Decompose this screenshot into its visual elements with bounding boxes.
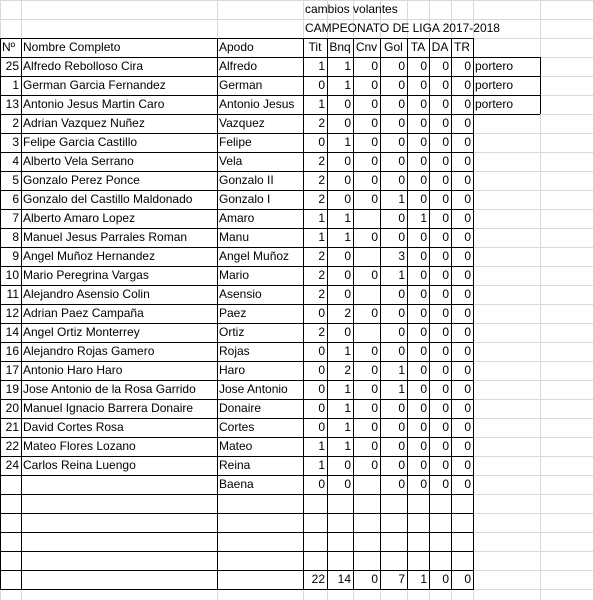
cell-apodo[interactable]: Manu — [219, 230, 250, 244]
header-gol: Gol — [384, 40, 403, 54]
cell-ta[interactable]: 0 — [420, 439, 427, 453]
cell-n[interactable]: 3 — [12, 135, 19, 149]
cell-cnv[interactable] — [353, 247, 380, 266]
cell-ta[interactable]: 0 — [420, 268, 427, 282]
cell-ta[interactable]: 0 — [420, 230, 427, 244]
cell-n[interactable]: 8 — [12, 230, 19, 244]
cell-da[interactable]: 0 — [442, 268, 449, 282]
cell-tr[interactable]: 0 — [464, 59, 471, 73]
cell-name[interactable]: Adrian Paez Campaña — [23, 306, 144, 320]
cell-cnv[interactable]: 0 — [371, 135, 378, 149]
cell-apodo[interactable]: Mateo — [219, 439, 253, 453]
cell-note[interactable] — [473, 152, 540, 171]
cell-tit[interactable]: 1 — [318, 97, 325, 111]
cell-tr[interactable]: 0 — [464, 420, 471, 434]
cell-da[interactable]: 0 — [442, 306, 449, 320]
header-tit: Tit — [308, 40, 322, 54]
cell-note[interactable] — [473, 190, 540, 209]
cell-tr[interactable]: 0 — [464, 154, 471, 168]
cell-n[interactable] — [0, 475, 21, 494]
cell-n[interactable]: 6 — [12, 192, 19, 206]
cell-gol[interactable]: 1 — [398, 268, 405, 282]
cell-cnv[interactable]: 0 — [371, 420, 378, 434]
cell-note[interactable] — [473, 133, 540, 152]
cell-da[interactable]: 0 — [442, 344, 449, 358]
cell-apodo[interactable]: Donaire — [219, 401, 262, 415]
cell-tr[interactable]: 0 — [464, 135, 471, 149]
cell-tit[interactable]: 0 — [318, 78, 325, 92]
total-tit[interactable]: 22 — [311, 572, 325, 586]
cell-cnv[interactable]: 0 — [371, 363, 378, 377]
cell-bnq[interactable]: 0 — [344, 287, 351, 301]
cell-bnq[interactable]: 1 — [344, 439, 351, 453]
cell-cnv[interactable]: 0 — [371, 344, 378, 358]
cell-gol[interactable]: 0 — [398, 230, 405, 244]
cell-name[interactable]: Felipe Garcia Castillo — [23, 135, 138, 149]
cell-gol[interactable]: 0 — [398, 59, 405, 73]
header-full-name: Nombre Completo — [23, 40, 121, 54]
header-bnq: Bnq — [329, 40, 351, 54]
total-bnq[interactable]: 14 — [337, 572, 351, 586]
cell-tit[interactable]: 0 — [318, 382, 325, 396]
cell-gol[interactable]: 0 — [398, 306, 405, 320]
cell-da[interactable]: 0 — [442, 439, 449, 453]
cell-apodo[interactable]: Vazquez — [219, 116, 265, 130]
note-border-v — [540, 57, 541, 114]
cell-apodo[interactable]: Cortes — [219, 420, 255, 434]
cell-cnv[interactable] — [353, 209, 380, 228]
cell-name[interactable]: Alberto Vela Serrano — [23, 154, 134, 168]
cell-apodo[interactable]: Haro — [219, 363, 246, 377]
cell-name[interactable]: Jose Antonio de la Rosa Garrido — [23, 382, 196, 396]
cell-note[interactable]: portero — [475, 78, 514, 92]
cell-tit[interactable]: 0 — [318, 135, 325, 149]
cell-name[interactable]: Gonzalo del Castillo Maldonado — [23, 192, 193, 206]
cell-bnq[interactable]: 2 — [344, 363, 351, 377]
cell-ta[interactable]: 0 — [420, 249, 427, 263]
cell-bnq[interactable]: 1 — [344, 420, 351, 434]
cell-border-h — [0, 551, 473, 552]
cell-tr[interactable]: 0 — [464, 458, 471, 472]
cell-cnv[interactable]: 0 — [371, 306, 378, 320]
cell-n[interactable]: 20 — [5, 401, 19, 415]
cell-apodo[interactable]: Angel Muñoz — [219, 249, 290, 263]
cell-da[interactable]: 0 — [442, 382, 449, 396]
cell-n[interactable]: 21 — [5, 420, 19, 434]
cell-apodo[interactable]: Ortiz — [219, 325, 245, 339]
cell-note[interactable] — [473, 285, 540, 304]
cell-ta[interactable]: 0 — [420, 154, 427, 168]
cell-bnq[interactable]: 1 — [344, 401, 351, 415]
cell-gol[interactable]: 0 — [398, 173, 405, 187]
total-gol[interactable]: 7 — [398, 572, 405, 586]
total-cnv[interactable]: 0 — [371, 572, 378, 586]
cell-apodo[interactable]: Antonio Jesus — [219, 97, 295, 111]
cell-tr[interactable]: 0 — [464, 249, 471, 263]
cell-tr[interactable]: 0 — [464, 363, 471, 377]
cell-bnq[interactable]: 1 — [344, 344, 351, 358]
cell-bnq[interactable]: 0 — [344, 154, 351, 168]
total-da[interactable]: 0 — [442, 572, 449, 586]
cell-cnv[interactable]: 0 — [371, 78, 378, 92]
cell-note[interactable] — [473, 380, 540, 399]
cell-ta[interactable]: 0 — [420, 306, 427, 320]
cell-tr[interactable]: 0 — [464, 477, 471, 491]
cell-note[interactable]: portero — [475, 59, 514, 73]
cell-da[interactable]: 0 — [442, 97, 449, 111]
cell-da[interactable]: 0 — [442, 192, 449, 206]
cell-n[interactable]: 19 — [5, 382, 19, 396]
cell-gol[interactable]: 0 — [398, 325, 405, 339]
cell-bnq[interactable]: 1 — [344, 230, 351, 244]
cell-da[interactable]: 0 — [442, 401, 449, 415]
cell-ta[interactable]: 0 — [420, 363, 427, 377]
cell-name[interactable]: German Garcia Fernandez — [23, 78, 166, 92]
cell-border-h — [0, 589, 473, 590]
cell-ta[interactable]: 0 — [420, 135, 427, 149]
cell-tit[interactable]: 0 — [318, 306, 325, 320]
cell-ta[interactable]: 0 — [420, 97, 427, 111]
cell-name[interactable]: Mario Peregrina Vargas — [23, 268, 149, 282]
cell-da[interactable]: 0 — [442, 173, 449, 187]
cell-name[interactable]: Angel Muñoz Hernandez — [23, 249, 156, 263]
cell-cnv[interactable] — [353, 323, 380, 342]
cell-note[interactable] — [473, 247, 540, 266]
cell-apodo[interactable]: Mario — [219, 268, 250, 282]
cell-cnv[interactable]: 0 — [371, 97, 378, 111]
cell-name[interactable]: David Cortes Rosa — [23, 420, 124, 434]
cell-n[interactable]: 5 — [12, 173, 19, 187]
cell-apodo[interactable]: Gonzalo I — [219, 192, 271, 206]
cell-name[interactable]: Alberto Amaro Lopez — [23, 211, 136, 225]
cell-tr[interactable]: 0 — [464, 306, 471, 320]
cell-gol[interactable]: 0 — [398, 344, 405, 358]
cell-name[interactable]: Angel Ortiz Monterrey — [23, 325, 140, 339]
cell-cnv[interactable]: 0 — [371, 192, 378, 206]
cell-tit[interactable]: 0 — [318, 401, 325, 415]
cell-tit[interactable]: 2 — [318, 154, 325, 168]
cell-tr[interactable]: 0 — [464, 192, 471, 206]
cell-ta[interactable]: 1 — [420, 211, 427, 225]
cell-gol[interactable]: 3 — [398, 249, 405, 263]
total-tr[interactable]: 0 — [464, 572, 471, 586]
cell-bnq[interactable]: 0 — [344, 97, 351, 111]
cell-note[interactable]: portero — [475, 97, 514, 111]
cell-name[interactable]: Antonio Jesus Martin Caro — [23, 97, 165, 111]
cell-cnv[interactable]: 0 — [371, 439, 378, 453]
cell-da[interactable]: 0 — [442, 154, 449, 168]
cell-gol[interactable]: 0 — [398, 116, 405, 130]
cell-gol[interactable]: 1 — [398, 363, 405, 377]
cell-gol[interactable]: 0 — [398, 97, 405, 111]
cell-bnq[interactable]: 1 — [344, 211, 351, 225]
cell-tr[interactable]: 0 — [464, 78, 471, 92]
cell-n[interactable]: 13 — [5, 97, 19, 111]
cell-apodo[interactable]: Baena — [219, 477, 254, 491]
cell-apodo[interactable]: German — [219, 78, 263, 92]
cell-name[interactable]: Manuel Ignacio Barrera Donaire — [23, 401, 194, 415]
cell-da[interactable]: 0 — [442, 287, 449, 301]
total-ta[interactable]: 1 — [420, 572, 427, 586]
cell-apodo[interactable]: Asensio — [219, 287, 262, 301]
cell-ta[interactable]: 0 — [420, 382, 427, 396]
cell-tit[interactable]: 2 — [318, 268, 325, 282]
cell-gol[interactable]: 0 — [398, 477, 405, 491]
cell-apodo[interactable]: Rojas — [219, 344, 250, 358]
cell-n[interactable]: 4 — [12, 154, 19, 168]
cell-tit[interactable]: 2 — [318, 287, 325, 301]
cell-gol[interactable]: 1 — [398, 192, 405, 206]
sheet-title: CAMPEONATO DE LIGA 2017-2018 — [305, 21, 500, 35]
cell-tr[interactable]: 0 — [464, 325, 471, 339]
header-cnv: Cnv — [355, 40, 378, 54]
cell-cnv[interactable]: 0 — [371, 154, 378, 168]
cell-note[interactable] — [473, 475, 540, 494]
cell-ta[interactable]: 0 — [420, 420, 427, 434]
cell-apodo[interactable]: Amaro — [219, 211, 255, 225]
cell-note[interactable] — [473, 304, 540, 323]
cell-n[interactable]: 25 — [5, 59, 19, 73]
cell-border-h — [0, 513, 473, 514]
gridline-h — [0, 0, 593, 1]
cell-tit[interactable]: 1 — [318, 458, 325, 472]
cell-gol[interactable]: 0 — [398, 439, 405, 453]
cell-bnq[interactable]: 0 — [344, 325, 351, 339]
cell-n[interactable]: 10 — [5, 268, 19, 282]
cell-gol[interactable]: 0 — [398, 135, 405, 149]
cell-apodo[interactable]: Alfredo — [219, 59, 258, 73]
cell-ta[interactable]: 0 — [420, 287, 427, 301]
cell-ta[interactable]: 0 — [420, 325, 427, 339]
cell-name[interactable]: Antonio Haro Haro — [23, 363, 123, 377]
cell-ta[interactable]: 0 — [420, 59, 427, 73]
cell-tit[interactable]: 0 — [318, 363, 325, 377]
cell-gol[interactable]: 0 — [398, 458, 405, 472]
cell-cnv[interactable]: 0 — [371, 59, 378, 73]
cell-gol[interactable]: 0 — [398, 287, 405, 301]
cell-n[interactable]: 22 — [5, 439, 19, 453]
cell-ta[interactable]: 0 — [420, 477, 427, 491]
cell-cnv[interactable]: 0 — [371, 268, 378, 282]
cell-tr[interactable]: 0 — [464, 97, 471, 111]
cell-cnv[interactable]: 0 — [371, 458, 378, 472]
cell-bnq[interactable]: 0 — [344, 192, 351, 206]
cell-tit[interactable]: 0 — [318, 477, 325, 491]
cell-name[interactable]: Gonzalo Perez Ponce — [23, 173, 140, 187]
cell-note[interactable] — [473, 399, 540, 418]
cell-tr[interactable]: 0 — [464, 287, 471, 301]
cell-da[interactable]: 0 — [442, 458, 449, 472]
cell-tit[interactable]: 0 — [318, 420, 325, 434]
cell-da[interactable]: 0 — [442, 325, 449, 339]
cell-ta[interactable]: 0 — [420, 344, 427, 358]
cell-tr[interactable]: 0 — [464, 401, 471, 415]
cell-tr[interactable]: 0 — [464, 173, 471, 187]
cell-tr[interactable]: 0 — [464, 230, 471, 244]
cell-n[interactable]: 9 — [12, 249, 19, 263]
cell-n[interactable]: 12 — [5, 306, 19, 320]
cell-n[interactable]: 16 — [5, 344, 19, 358]
cell-note[interactable] — [473, 228, 540, 247]
cell-gol[interactable]: 0 — [398, 154, 405, 168]
cell-tr[interactable]: 0 — [464, 268, 471, 282]
cell-note[interactable] — [473, 209, 540, 228]
cell-tit[interactable]: 1 — [318, 439, 325, 453]
cell-name[interactable]: Alejandro Asensio Colin — [23, 287, 150, 301]
cell-tit[interactable]: 2 — [318, 116, 325, 130]
cell-name[interactable]: Manuel Jesus Parrales Roman — [23, 230, 188, 244]
cell-n[interactable]: 14 — [5, 325, 19, 339]
cell-tit[interactable]: 2 — [318, 249, 325, 263]
cell-cnv[interactable]: 0 — [371, 382, 378, 396]
cell-apodo[interactable]: Gonzalo II — [219, 173, 274, 187]
cell-ta[interactable]: 0 — [420, 173, 427, 187]
cell-da[interactable]: 0 — [442, 249, 449, 263]
cell-note[interactable] — [473, 114, 540, 133]
cell-apodo[interactable]: Vela — [219, 154, 243, 168]
cell-note[interactable] — [473, 266, 540, 285]
header-number: Nº — [2, 40, 16, 54]
cell-name[interactable]: Mateo Flores Lozano — [23, 439, 136, 453]
cell-apodo[interactable]: Paez — [219, 306, 247, 320]
cell-bnq[interactable]: 1 — [344, 59, 351, 73]
cell-cnv[interactable]: 0 — [371, 401, 378, 415]
cell-apodo[interactable]: Reina — [219, 458, 251, 472]
cell-name[interactable]: Adrian Vazquez Nuñez — [23, 116, 145, 130]
cell-n[interactable]: 17 — [5, 363, 19, 377]
header-tr: TR — [454, 40, 470, 54]
cell-tit[interactable]: 1 — [318, 230, 325, 244]
cell-cnv[interactable]: 0 — [371, 230, 378, 244]
cell-bnq[interactable]: 0 — [344, 116, 351, 130]
cell-da[interactable]: 0 — [442, 211, 449, 225]
cell-gol[interactable]: 1 — [398, 382, 405, 396]
cell-note[interactable] — [473, 456, 540, 475]
cell-bnq[interactable]: 0 — [344, 249, 351, 263]
cell-n[interactable]: 11 — [6, 287, 19, 301]
cell-bnq[interactable]: 0 — [344, 268, 351, 282]
cell-n[interactable]: 2 — [12, 116, 19, 130]
cell-da[interactable]: 0 — [442, 78, 449, 92]
cell-apodo[interactable]: Jose Antonio — [219, 382, 288, 396]
cell-note[interactable] — [473, 171, 540, 190]
cell-name[interactable]: Alejandro Rojas Gamero — [23, 344, 155, 358]
cell-ta[interactable]: 0 — [420, 401, 427, 415]
cell-name[interactable]: Carlos Reina Luengo — [23, 458, 136, 472]
cell-tit[interactable]: 1 — [318, 59, 325, 73]
cell-n[interactable]: 7 — [12, 211, 19, 225]
cell-bnq[interactable]: 0 — [344, 458, 351, 472]
cell-bnq[interactable]: 0 — [344, 173, 351, 187]
cell-tit[interactable]: 2 — [318, 192, 325, 206]
cell-note[interactable] — [473, 342, 540, 361]
cell-tit[interactable]: 1 — [318, 211, 325, 225]
cell-apodo[interactable]: Felipe — [219, 135, 252, 149]
cell-da[interactable]: 0 — [442, 135, 449, 149]
cell-tr[interactable]: 0 — [464, 439, 471, 453]
cell-border-h — [0, 532, 473, 533]
cell-tr[interactable]: 0 — [464, 382, 471, 396]
cell-tr[interactable]: 0 — [464, 116, 471, 130]
cell-cnv[interactable]: 0 — [371, 116, 378, 130]
cell-bnq[interactable]: 1 — [344, 382, 351, 396]
cell-n[interactable]: 24 — [5, 458, 19, 472]
cell-tit[interactable]: 2 — [318, 173, 325, 187]
cell-cnv[interactable]: 0 — [371, 173, 378, 187]
cell-da[interactable]: 0 — [442, 116, 449, 130]
cell-name[interactable]: Alfredo Rebolloso Cira — [23, 59, 144, 73]
cell-tr[interactable]: 0 — [464, 344, 471, 358]
cell-bnq[interactable]: 0 — [344, 477, 351, 491]
cell-ta[interactable]: 0 — [420, 116, 427, 130]
cell-da[interactable]: 0 — [442, 230, 449, 244]
cell-note[interactable] — [473, 418, 540, 437]
cell-ta[interactable]: 0 — [420, 78, 427, 92]
cell-note[interactable] — [473, 437, 540, 456]
cell-da[interactable]: 0 — [442, 477, 449, 491]
cell-note[interactable] — [473, 361, 540, 380]
cell-gol[interactable]: 0 — [398, 401, 405, 415]
cell-border-h — [0, 494, 473, 495]
cell-gol[interactable]: 0 — [398, 78, 405, 92]
cell-note[interactable] — [473, 323, 540, 342]
cell-cnv[interactable] — [353, 475, 380, 494]
sheet-subtitle: cambios volantes — [305, 2, 398, 16]
cell-ta[interactable]: 0 — [420, 458, 427, 472]
cell-n[interactable]: 1 — [12, 78, 19, 92]
header-da: DA — [431, 40, 449, 54]
cell-bnq[interactable]: 1 — [344, 135, 351, 149]
cell-tit[interactable]: 2 — [318, 325, 325, 339]
cell-name[interactable] — [21, 475, 217, 494]
header-nickname: Apodo — [219, 40, 254, 54]
cell-ta[interactable]: 0 — [420, 192, 427, 206]
cell-gol[interactable]: 0 — [398, 420, 405, 434]
cell-bnq[interactable]: 2 — [344, 306, 351, 320]
cell-da[interactable]: 0 — [442, 363, 449, 377]
cell-da[interactable]: 0 — [442, 420, 449, 434]
cell-da[interactable]: 0 — [442, 59, 449, 73]
cell-tit[interactable]: 0 — [318, 344, 325, 358]
cell-cnv[interactable] — [353, 285, 380, 304]
header-ta: TA — [410, 40, 426, 54]
cell-tr[interactable]: 0 — [464, 211, 471, 225]
cell-bnq[interactable]: 1 — [344, 78, 351, 92]
cell-gol[interactable]: 0 — [398, 211, 405, 225]
